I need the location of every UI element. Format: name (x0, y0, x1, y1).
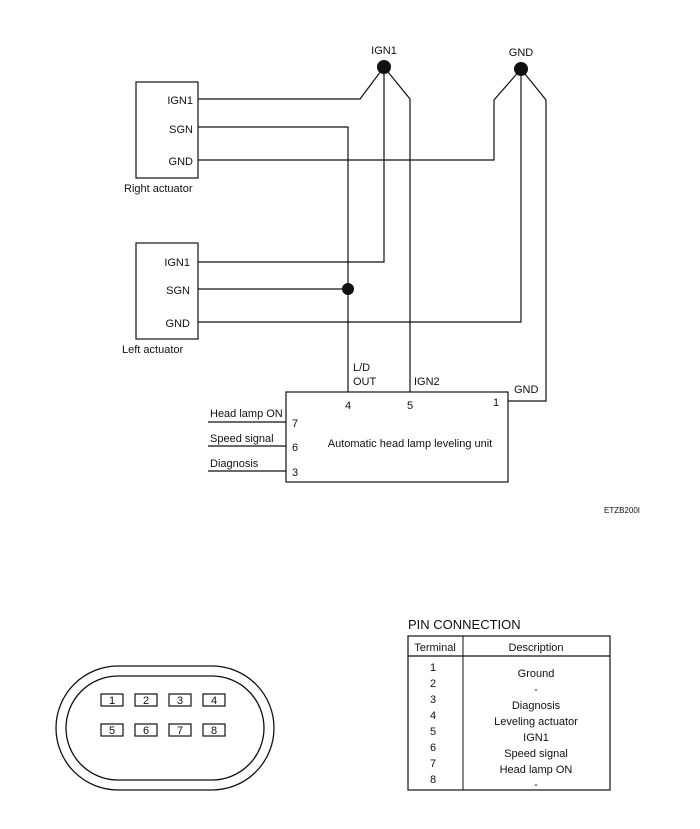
connector-row-2 (101, 724, 225, 737)
unit-pin-4: 4 (344, 400, 352, 412)
table-terminal: 8 (429, 774, 437, 786)
connector-pin-6: 6 (142, 725, 150, 737)
input-speed-signal-label: Speed signal (210, 433, 274, 445)
connector-pin-2: 2 (142, 695, 150, 707)
wire-right-sgn (198, 127, 348, 392)
unit-pin-3: 3 (292, 467, 299, 479)
right-actuator-title: Right actuator (124, 183, 193, 195)
pin-table-terminals (430, 662, 436, 786)
table-terminal: 2 (429, 678, 437, 690)
input-diagnosis-label: Diagnosis (210, 458, 259, 470)
table-terminal: 4 (429, 710, 437, 722)
pin-table-title: PIN CONNECTION (408, 617, 521, 632)
table-description: IGN1 (523, 732, 549, 744)
wire-left-gnd (198, 69, 521, 322)
figure-code: ETZB200I (603, 506, 640, 515)
ign1-junction-label: IGN1 (371, 45, 397, 57)
unit-pin-6: 6 (292, 442, 299, 454)
right-actuator-pin-gnd: GND (168, 156, 193, 168)
connector-pin-5: 5 (108, 725, 116, 737)
ign2-label: IGN2 (414, 376, 440, 388)
table-terminal: 3 (429, 694, 437, 706)
connector-pin-8: 8 (210, 725, 218, 737)
left-actuator-pin-sgn: SGN (166, 285, 190, 297)
pin-table-header-description: Description (508, 642, 564, 654)
table-terminal: 5 (429, 726, 437, 738)
connector-row-1 (101, 694, 225, 707)
unit-pin-5: 5 (406, 400, 414, 412)
pin-table-descriptions (494, 668, 578, 791)
table-description: Diagnosis (511, 700, 561, 712)
pin-table-header-terminal: Terminal (414, 642, 456, 654)
wire-left-ign1 (198, 67, 384, 262)
table-description: Speed signal (504, 748, 568, 760)
connector-pin-7: 7 (176, 725, 184, 737)
leveling-unit-name: Automatic head lamp leveling unit (327, 438, 493, 450)
left-actuator-pin-ign1: IGN1 (164, 257, 190, 269)
left-actuator-title: Left actuator (122, 344, 184, 356)
table-description: Ground (517, 668, 555, 680)
sgn-splice-dot (342, 283, 354, 295)
input-head-lamp-on-label: Head lamp ON (210, 408, 283, 420)
ld-out-label-2: OUT (353, 376, 377, 388)
connector-pin-3: 3 (176, 695, 184, 707)
wire-unit-gnd (508, 69, 546, 401)
right-actuator-pin-sgn: SGN (169, 124, 193, 136)
unit-gnd-label: GND (514, 384, 539, 396)
connector-inner-shell (66, 676, 264, 780)
connector-pin-1: 1 (108, 695, 116, 707)
wire-ign2 (384, 67, 410, 392)
wire-right-ign1 (198, 67, 384, 99)
ld-out-label-1: L/D (353, 362, 371, 374)
table-description: - (534, 779, 538, 791)
connector-pin-4: 4 (210, 695, 218, 707)
table-terminal: 7 (429, 758, 437, 770)
table-description: - (534, 684, 538, 696)
wire-right-gnd (198, 69, 521, 160)
leveling-unit-box (286, 392, 508, 482)
unit-pin-7: 7 (292, 418, 299, 430)
table-terminal: 6 (429, 742, 437, 754)
table-description: Head lamp ON (499, 764, 573, 776)
left-actuator-pin-gnd: GND (165, 318, 190, 330)
right-actuator-pin-ign1: IGN1 (167, 95, 193, 107)
table-terminal: 1 (429, 662, 437, 674)
unit-pin-1: 1 (492, 397, 500, 409)
gnd-junction-label: GND (508, 47, 534, 59)
table-description: Leveling actuator (494, 716, 578, 728)
